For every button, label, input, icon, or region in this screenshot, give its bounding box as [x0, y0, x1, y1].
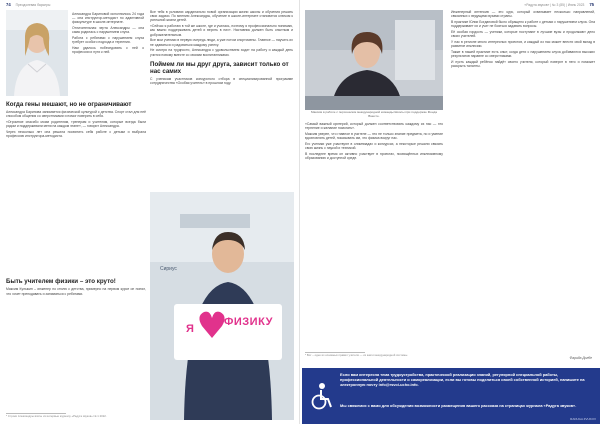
col2-paragraph-4: Не смотря на трудности, Александра с удовольствием ходит на работу и каждый день учится новому вместе со своими воспитанниками. — [150, 48, 293, 57]
r-col1-paragraph-1: «Самый важный критерий, который должен соответствовать каждому из нас — это терпение и желание помогать». — [305, 122, 443, 131]
heading-understand: Поймем ли мы друг друга, зависит только от нас самих — [150, 60, 289, 75]
r-col2-paragraph-3: Её особая гордость — ученики, которые поступают в лучшие вузы и продолжают дело своих учителей. — [451, 30, 595, 39]
r-col2-paragraph-6: И пусть каждый ребёнок найдёт своего учителя, который поверит в него и поможет раскрыть таланты. — [451, 60, 595, 69]
left-footnote: * Строки Александры взяты из интервью журналу «Радуга звуков» № 1 2022. — [6, 414, 107, 418]
col2-paragraph-1: Все тебя в условиях кардинально новой организации жизни школы и обучения решать свои задачи. По мнению Александры, обучение в школе-интернате становится ключом к успешной жизни детей. — [150, 10, 293, 23]
r-col2-paragraph-2: В практике Юлии Богдановой было обращено к работе с детьми с нарушением слуха. Она поддерживает их и учит не бояться задавать вопросы. — [451, 20, 595, 29]
col1-paragraph-3: Через несколько лет она решила посвятить себя работе с детьми и выбрала профессию инструктора-методиста. — [6, 130, 146, 139]
r-col1-paragraph-4: В последнее время он активно участвует в проектах, посвящённых инклюзивному образованию и доступной среде. — [305, 152, 443, 161]
r-col2-paragraph-1: Инженерный интенсив — это курс, который охватывает несколько направлений, связанных с ведущими вузами страны. — [451, 10, 595, 19]
wheelchair-icon — [308, 382, 334, 410]
right-footnote: * Вот – одно из основных правил учителя — из книги международной системы. — [305, 353, 408, 357]
col2-paragraph-2: «Сейчас я работаю в той же школе, где и училась, поэтому я профессионально понимаю, как важно поддерживать детей и верить в них». Наставник должен быть опытным и доброжелательным. — [150, 24, 293, 37]
heading-genes: Когда гены мешают, но не ограничивают — [6, 101, 132, 108]
right-column-1 — [305, 122, 443, 342]
right-page-header — [524, 2, 594, 7]
author-signature: Фарида Долбе — [569, 356, 592, 360]
right-page-number: 75 — [589, 2, 594, 7]
col2-paragraph-5: С ученикам участников конкурсного отбора в специализированной программе сотрудничества «Особая учитель» в прошлом году. — [150, 76, 293, 86]
intro-text-3: Работа с ребятами с нарушением слуха требует особого подхода и терпения. — [72, 36, 144, 45]
left-column-1 — [6, 99, 146, 419]
photo-woman-desk — [305, 10, 443, 110]
photo-caption: Максим в работе с персоналом международной команды Школы при поддержке Фонда Вместе. — [311, 110, 437, 118]
photo-woman-portrait — [6, 10, 68, 96]
right-page-issue: «Радуга звуков» | № 3 (85) | Июнь 2023 — [524, 3, 585, 7]
intro-text-2: Отличительная черта Александры — она сама родилась с нарушением слуха. — [72, 26, 144, 35]
background-sign: Сириус — [160, 266, 177, 272]
magazine-logo: RADUGA ZVUKOV — [570, 417, 596, 421]
heading-physics-teacher: Быть учителем физики – это круто! — [6, 278, 116, 286]
r-col2-paragraph-4: У нас в регионе много интересных проектов, и каждый из нас может внести свой вклад в развитие инклюзии. — [451, 40, 595, 49]
right-column-2 — [451, 10, 595, 355]
left-column-2 — [150, 10, 293, 190]
promo-text-1: Если вам интересна тема трудоустройства, практической реализации знаний, регулярной специальной работы, профессиональной деятельности и самореализации, если вы готовы поделиться своей собственной историей, напишите на электронную почту info@rsvoi-ucho.info. — [340, 372, 585, 387]
photo-physics-teacher — [150, 192, 294, 420]
left-intro-block — [72, 12, 144, 96]
svg-text:Я: Я — [186, 323, 194, 335]
left-page-number: 74 — [6, 2, 11, 7]
r-col1-paragraph-3: Его ученики уже участвуют в олимпиадах и конкурсах, а некоторые решили связать свою жизнь с наукой и техникой. — [305, 142, 443, 151]
intro-text-4: Нам удалось побеседовать с ней о профессии и пути к ней. — [72, 46, 144, 55]
promo-text-2: Мы свяжемся с вами для обсуждения возможности размещения вашего рассказа на страницах журнала «Радуга звуков». — [340, 403, 577, 408]
col1-paragraph-4: Максим Кулыкин – инженер по стилю с детства, примерно на первом курсе он понял, что хочет преподавать и заниматься с ребятами. — [6, 287, 146, 296]
r-col2-paragraph-5: Также в нашей практике есть опыт, когда дети с нарушением слуха добиваются высоких результатов наравне со сверстниками. — [451, 50, 595, 59]
left-page-section: Преодолевая барьеры — [15, 3, 51, 7]
left-page-header — [6, 2, 50, 7]
promo-banner — [302, 368, 600, 424]
physics-sign-text: ФИЗИКУ — [224, 316, 273, 328]
right-page — [301, 0, 600, 424]
r-col1-paragraph-2: Максим уверен, что главное в учителе — это не только знание предмета, но и умение вдохновлять детей, показывать им, что физика вокруг нас. — [305, 132, 443, 141]
col2-paragraph-3: Все мои ученики в первую очередь люди, а уже потом спортсмены. Главное — научить их не сдаваться и радоваться каждому успеху. — [150, 38, 293, 47]
col1-paragraph-2: «Огромное спасибо моим родителям, тренерам и учителям, которые всегда были рядом и поддерживали меня на каждом этапе», — говорит Александра. — [6, 120, 146, 129]
intro-text: Александра Бариновой исполнилось 24 года — она инструктор-методист по адаптивной физкультуре в школе-интернате. — [72, 12, 144, 25]
col1-paragraph-1: Александра Баринова занимается физической культурой с детства. Спорт стал для неё способом общения со сверстниками и помог поверить в себя. — [6, 110, 146, 119]
